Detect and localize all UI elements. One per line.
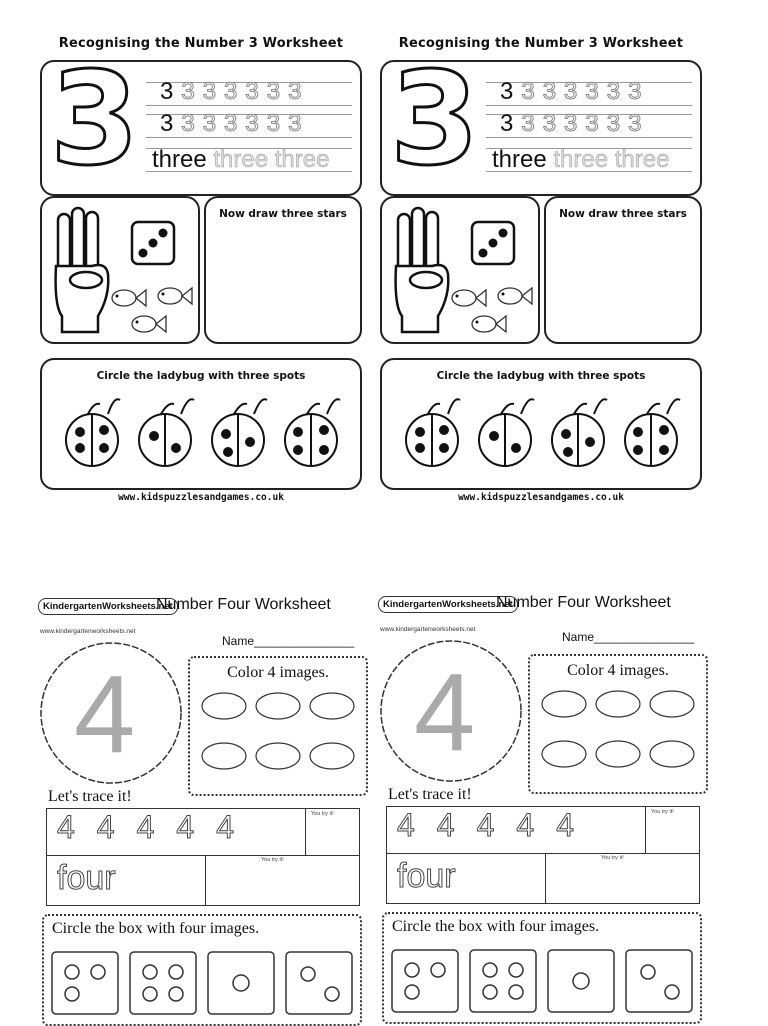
chick-icon [50,950,354,1016]
dice-three-icon [470,220,516,266]
stars-prompt: Now draw three stars [219,208,347,220]
circle-box-panel [42,914,362,1026]
trace-row-2: 3333333 [160,110,310,137]
ladybug-panel [380,358,702,490]
worksheet-title: Number Four Worksheet [156,596,331,613]
trace-digits: 44444 [57,809,256,845]
dice-three-icon [130,220,176,266]
digit-panel [40,45,362,196]
big-digit-3: 3 [390,45,480,194]
ladybug-icon [398,396,688,470]
color-prompt: Color 4 images. [567,662,669,679]
divider [545,853,546,903]
logo-url: www.kindergartenworksheets.net [380,626,476,633]
trace-row-1: 3333333 [160,78,310,105]
ladybug-panel [40,358,362,490]
trace-word-row: three three three [152,146,330,173]
trace-row-2: 3333333 [500,110,650,137]
hand-three-fingers-icon [392,206,456,334]
trace-word-row: three three three [492,146,670,173]
try-label: You try it! [601,855,624,861]
try-label: You try it! [311,811,334,817]
color-prompt: Color 4 images. [227,664,329,681]
circle-prompt: Circle the box with four images. [392,918,600,935]
worksheet-url: www.kidspuzzlesandgames.co.uk [458,492,624,503]
circle-box-panel [382,912,702,1024]
kindergarten-logo: KindergartenWorksheets.net [378,596,518,613]
trace-word: four [57,859,116,897]
worksheet-title: Recognising the Number 3 Worksheet [58,36,344,51]
sheep-icon [536,684,700,784]
ladybug-prompt: Circle the ladybug with three spots [96,370,306,382]
divider [387,853,699,854]
trace-digits: 44444 [397,807,596,843]
ladybug-icon [58,396,348,470]
color-images-panel [528,654,708,794]
circle-prompt: Circle the box with four images. [52,920,260,937]
divider [645,807,646,853]
ladybug-prompt: Circle the ladybug with three spots [436,370,646,382]
counting-panel [380,196,540,344]
color-images-panel [188,656,368,796]
draw-stars-panel [544,196,702,344]
big-digit-4: 4 [74,653,136,776]
fish-icon [108,286,196,338]
digit-panel [380,45,702,196]
trace-label: Let's trace it! [48,788,132,805]
kindergarten-logo: KindergartenWorksheets.net [38,598,178,615]
big-digit-4: 4 [414,651,476,774]
trace-label: Let's trace it! [388,786,472,803]
worksheet-url: www.kidspuzzlesandgames.co.uk [118,492,284,503]
chick-icon [390,948,694,1014]
logo-url: www.kindergartenworksheets.net [40,628,136,635]
worksheet-title: Number Four Worksheet [496,594,671,611]
draw-stars-panel [204,196,362,344]
name-field-label: Name_______________ [222,634,355,648]
number-3-worksheet-left [40,36,362,506]
number-4-worksheet-right [376,584,706,1024]
number-4-worksheet-left [36,584,366,1024]
divider [205,855,206,905]
sheep-icon [196,686,360,786]
trace-row-1: 3333333 [500,78,650,105]
try-label: You try it! [651,809,674,815]
try-label: You try it! [261,857,284,863]
divider [305,809,306,855]
trace-box [46,808,360,906]
stars-prompt: Now draw three stars [559,208,687,220]
worksheet-title: Recognising the Number 3 Worksheet [398,36,684,51]
trace-box [386,806,700,904]
fish-icon [448,286,536,338]
counting-panel [40,196,200,344]
big-digit-3: 3 [50,45,140,194]
hand-three-fingers-icon [52,206,116,334]
trace-word: four [397,857,456,895]
name-field-label: Name_______________ [562,630,695,644]
divider [47,855,359,856]
number-3-worksheet-right [380,36,702,506]
